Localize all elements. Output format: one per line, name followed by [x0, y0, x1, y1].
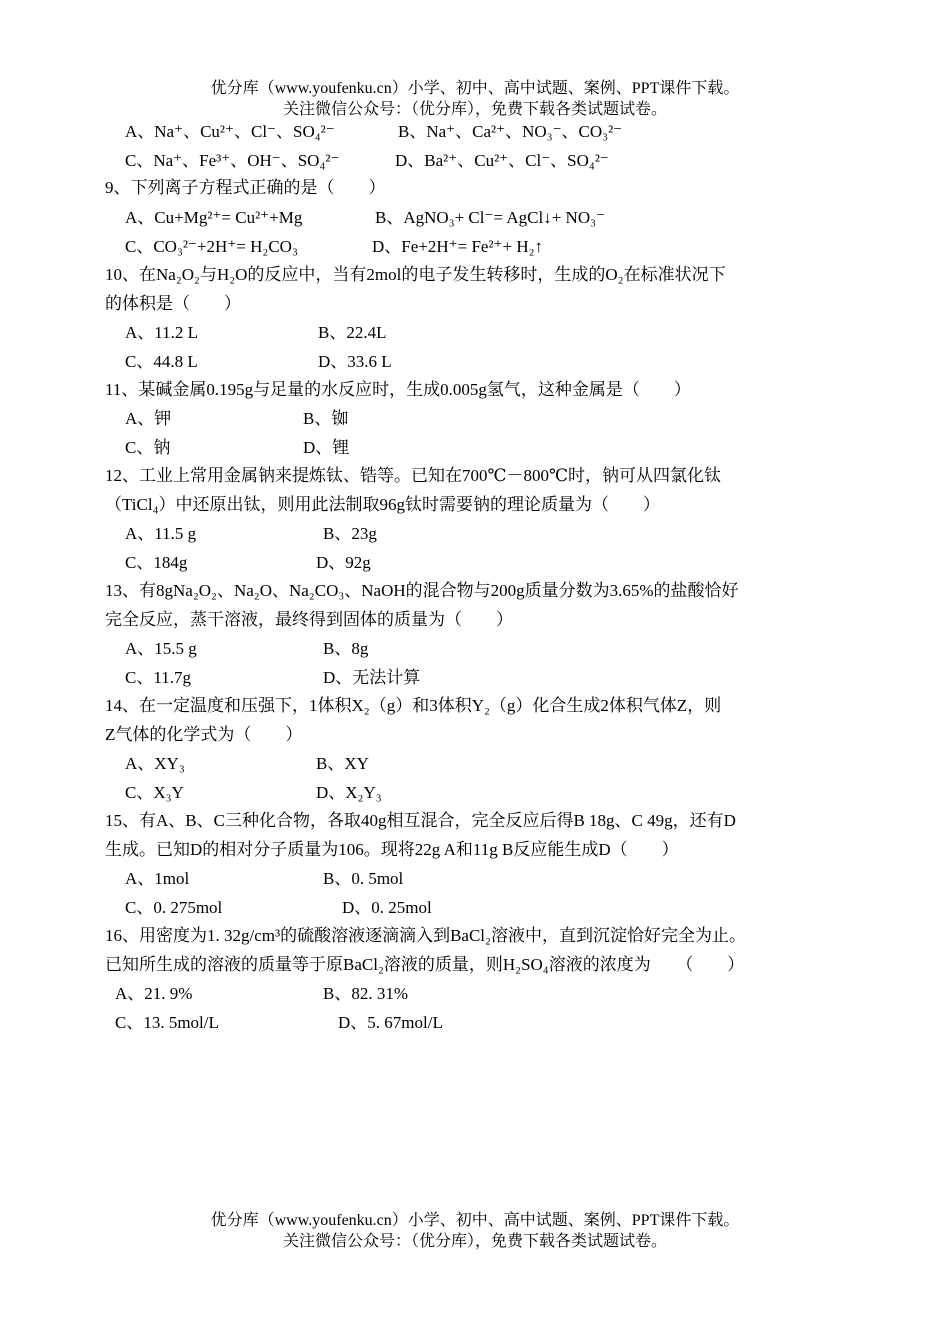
q14-option-a: A、XY₃	[125, 754, 185, 773]
q13-option-b: B、8g	[323, 639, 369, 658]
header-line-1: 优分库（www.youfenku.cn）小学、初中、高中试题、案例、PPT课件下载。	[210, 80, 740, 97]
q9-option-c: C、CO₃²⁻+2H⁺= H₂CO₃	[125, 237, 298, 256]
q14-option-d: D、X₂Y₃	[316, 783, 382, 802]
q9-option-b: B、AgNO₃+ Cl⁻= AgCl↓+ NO₃⁻	[375, 208, 605, 227]
q8-option-d: D、Ba²⁺、Cu²⁺、Cl⁻、SO₄²⁻	[395, 151, 609, 170]
q11-option-d: D、锂	[303, 438, 350, 457]
q13-stem-line-1: 13、有8gNa₂O₂、Na₂O、Na₂CO₃、NaOH的混合物与200g质量分数为3.65%的盐酸恰好	[105, 581, 739, 600]
q12-option-a: A、11.5 g	[125, 524, 197, 543]
q12-stem-line-1: 12、工业上常用金属钠来提炼钛、锆等。已知在700℃－800℃时，钠可从四氯化钛	[105, 466, 722, 485]
q10-option-c: C、44.8 L	[125, 352, 198, 371]
q14-option-c: C、X₃Y	[125, 783, 184, 802]
q15-option-d: D、0. 25mol	[342, 898, 432, 917]
q16-stem-line-2: 已知所生成的溶液的质量等于原BaCl₂溶液的质量，则H₂SO₄溶液的浓度为 （ ）	[105, 955, 745, 974]
q12-option-b: B、23g	[323, 524, 377, 543]
q10-stem-line-1: 10、在Na₂O₂与H₂O的反应中，当有2mol的电子发生转移时，生成的O₂在标准状况下	[105, 265, 726, 284]
q14-stem-line-1: 14、在一定温度和压强下，1体积X₂（g）和3体积Y₂（g）化合生成2体积气体Z，则	[105, 696, 722, 715]
q15-option-c: C、0. 275mol	[125, 898, 223, 917]
q16-stem-line-1: 16、用密度为1. 32g/cm³的硫酸溶液逐滴滴入到BaCl₂溶液中，直到沉淀恰好完全为止。	[105, 926, 746, 945]
q11-option-b: B、铷	[303, 409, 349, 428]
q8-option-b: B、Na⁺、Ca²⁺、NO₃⁻、CO₃²⁻	[398, 122, 623, 141]
q15-option-a: A、1mol	[125, 869, 190, 888]
q9-option-d: D、Fe+2H⁺= Fe²⁺+ H₂↑	[372, 237, 544, 256]
q15-stem-line-2: 生成。已知D的相对分子质量为106。现将22g A和11g B反应能生成D（ ）	[105, 840, 679, 859]
q13-option-d: D、无法计算	[323, 668, 421, 687]
q14-option-b: B、XY	[316, 754, 369, 773]
q10-option-b: B、22.4L	[318, 323, 387, 342]
q14-stem-line-2: Z气体的化学式为（ ）	[105, 725, 303, 744]
q11-option-c: C、钠	[125, 438, 171, 457]
q11-stem: 11、某碱金属0.195g与足量的水反应时，生成0.005g氢气，这种金属是（ ）	[105, 380, 691, 399]
q11-option-a: A、钾	[125, 409, 172, 428]
q12-option-d: D、92g	[316, 553, 371, 572]
q9-stem: 9、下列离子方程式正确的是（ ）	[105, 178, 386, 197]
q16-option-a: A、21. 9%	[115, 984, 193, 1003]
q15-stem-line-1: 15、有A、B、C三种化合物，各取40g相互混合，完全反应后得B 18g、C 49g，还有D	[105, 811, 736, 830]
q8-option-c: C、Na⁺、Fe³⁺、OH⁻、SO₄²⁻	[125, 151, 340, 170]
q16-option-d: D、5. 67mol/L	[338, 1013, 443, 1032]
footer-line-2: 关注微信公众号：（优分库），免费下载各类试题试卷。	[282, 1233, 667, 1250]
q16-option-c: C、13. 5mol/L	[115, 1013, 219, 1032]
q12-stem-line-2: （TiCl₄）中还原出钛，则用此法制取96g钛时需要钠的理论质量为（ ）	[105, 495, 660, 514]
q8-option-a: A、Na⁺、Cu²⁺、Cl⁻、SO₄²⁻	[125, 122, 335, 141]
q10-option-d: D、33.6 L	[318, 352, 392, 371]
footer-line-1: 优分库（www.youfenku.cn）小学、初中、高中试题、案例、PPT课件下载。	[210, 1212, 740, 1229]
q10-option-a: A、11.2 L	[125, 323, 199, 342]
q12-option-c: C、184g	[125, 553, 188, 572]
q16-option-b: B、82. 31%	[323, 984, 408, 1003]
q9-option-a: A、Cu+Mg²⁺= Cu²⁺+Mg	[125, 208, 303, 227]
q13-stem-line-2: 完全反应，蒸干溶液，最终得到固体的质量为（ ）	[105, 610, 513, 629]
q15-option-b: B、0. 5mol	[323, 869, 404, 888]
header-line-2: 关注微信公众号：（优分库），免费下载各类试题试卷。	[282, 101, 667, 118]
q13-option-c: C、11.7g	[125, 668, 191, 687]
q10-stem-line-2: 的体积是（ ）	[105, 294, 241, 313]
q13-option-a: A、15.5 g	[125, 639, 197, 658]
